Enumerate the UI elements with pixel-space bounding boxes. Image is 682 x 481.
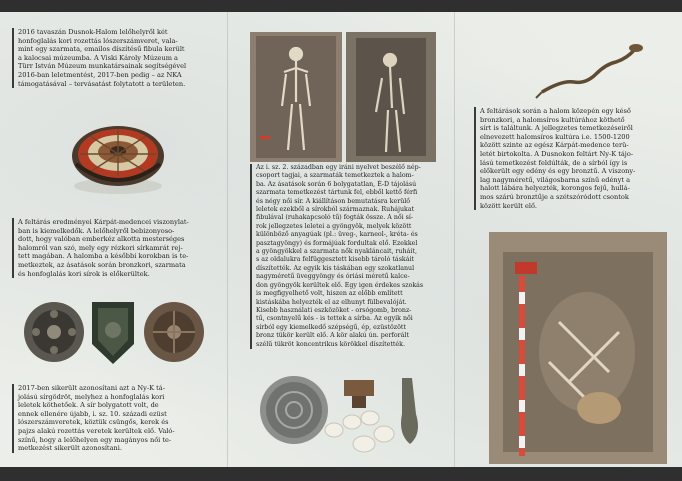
bronze-pin-photo <box>532 38 644 102</box>
harness-mounts-photo <box>22 294 212 366</box>
fold-line-right <box>454 12 455 467</box>
bronze-age-paragraph: A feltárások során a halom közepén egy késő bronzkori, a halomsíros kultúrához köthető sírt is találtunk. A jellegzetes temetkezéseiről elnevezett halomsíros kultúra i.e. 1500-1200 között szinte az egész Kárpát-medence terü- letét birtokolta. A Dusnokon feltárt Ny-K tájo- lású temetkezést feldúlták, de a sírból így is előkerült egy edény és egy bronztű. A viszony- lag nagyméretű, világosbarna színű edényt a halott lábára helyezték, korongos fejű, hullá- mos szárú bronztűje a szétszóródott csontok között került elő. <box>474 107 670 210</box>
sarmatian-finds-photo <box>252 374 440 464</box>
results-paragraph: A feltárás eredményei Kárpát-medencei viszonylat- ban is kiemelkedők. A lelőhelyről bebizonyoso- dott, hogy valóban emberkéz alkotta mesterséges halomról van szó, mely egy rézkori sírkamrát rej- tett magában. A halomba a későbbi korokban is te- metkeztek, az ásatások során bronzkori, szarmata és honfoglalás kori sírok is előkerültek. <box>12 218 224 278</box>
skeleton-photo-1 <box>250 32 342 162</box>
fibula-photo <box>62 104 174 200</box>
bottom-bar <box>0 467 682 481</box>
intro-paragraph: 2016 tavaszán Dusnok-Halom lelőhelyről két honfoglalás kori rozettás lószerszámveret, vala- mint egy szarmata, emailos díszítésű fibula került a kalocsai múzeumba. A Viski Károly Múzeum a Türr István Múzeum munkatársainak segítségével 2016-ban leletmentést, 2017-ben pedig – az NKA támogatásával – tervásatást folytatott a területen. <box>12 28 224 88</box>
fold-line-left <box>227 12 228 467</box>
brochure-page <box>0 12 682 467</box>
skeleton-photo-2 <box>346 32 436 162</box>
bronze-age-grave-photo <box>489 232 667 464</box>
grave-paragraph: 2017-ben sikerült azonosítani azt a Ny-K tá- jolású sírgödröt, melyhez a honfoglalás kori leletek köthetőek. A sír bolygatott volt, de ennek ellenére újabb, i. sz. 10. századi ezüst lószerszámveretek, köztük csüngős, kerek és pajzs alakú rozettás veretek kerültek elő. Való- színű, hogy a lelőhelyen egy magányos női te- metkezést sikerült azonosítani. <box>12 384 224 453</box>
top-bar <box>0 0 682 12</box>
sarmatian-paragraph: Az i. sz. 2. században egy iráni nyelvet beszélő nép- csoport tagjai, a szarmaták temetkeztek a halom- ba. Az ásatások során 6 bolygatatlan, É-D tájolású szarmata temetkezést tártunk fel, ebből kettő férfi és négy női sír. A kiállításon bemutatásra kerülő leletek ezekből a sírokból származnak. Ruhájukat fibulával (ruhakapcsoló tű) fogták össze. A női sí- rok jellegzetes leletei a gyöngyök, melyek között különböző anyagúak (pl.: üveg-, karneol-, kréta- és pasztagyöngy) és formájúak fordultak elő. Ezekkel a gyöngyökkel a szarmata nők nyakláncait, ruháit, s az oldalukra felfüggesztett kisebb tároló táskáit díszítették. Az egyik kis táskában egy szokatlanul nagyméretű üveggyöngy és óriási méretű kalce- don gyöngyök kerültek elő. Egy igen érdekes szokás is megfigyelhető volt, hiszen az előbb említett kistáskába helyezték el az elhunyt fülbevalóját. Kisebb használati eszközöket - orsógomb, bronz- tű, csontnyelű kés - is tettek a sírba. Az egyik női sírból egy kiemelkedő szépségű, ép, ezüstözött bronz tükör került elő. A kör alakú ún. perforált szélű tükröt koncentrikus körökkel díszítették. <box>250 164 442 349</box>
